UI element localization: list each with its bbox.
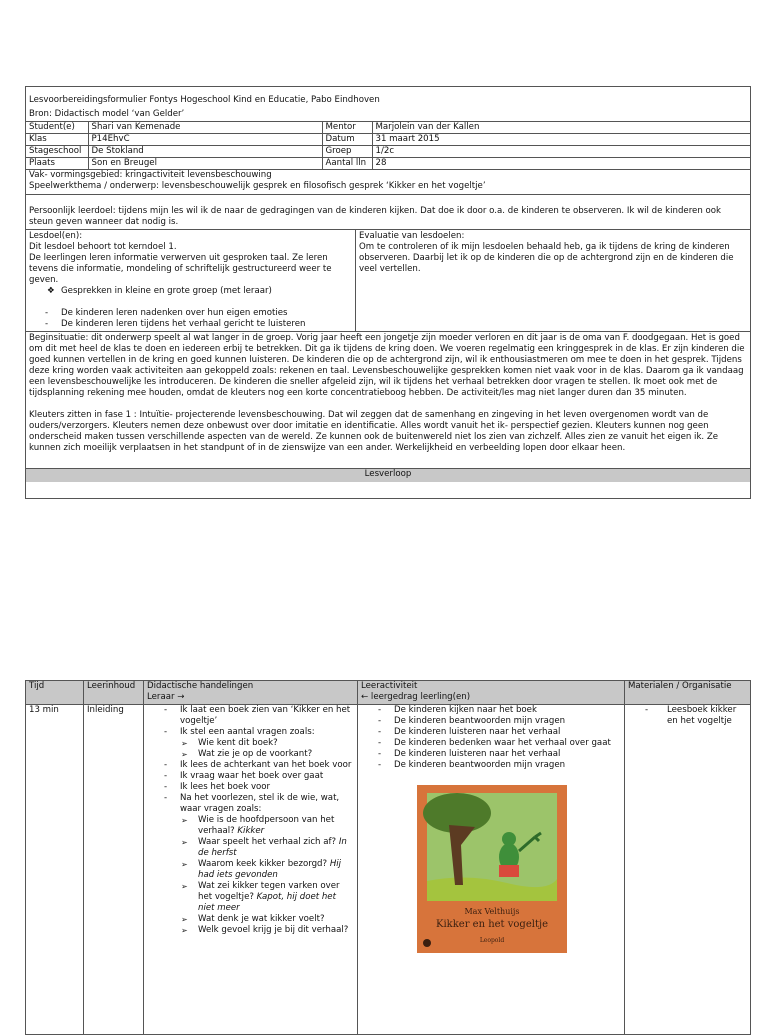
vraag-text: Waar speelt het verhaal zich af? [198,837,337,847]
cover-frog-head [502,832,516,846]
info-row [26,134,750,146]
lesdoel-line2: De leerlingen leren informatie verwerven uit gesproken taal. Ze leren tevens die informatie, mondeling of schriftelijk gestructureerd weer te geven. [29,253,332,285]
leeractiviteit-item: - De kinderen luisteren naar het verhaal [362,727,621,738]
lesverloop-label: Lesverloop [364,469,412,479]
info-label: Student(e) [26,122,88,134]
didactisch-list-2 [144,760,354,815]
vak-text: Vak- vormingsgebied: kringactiviteit levensbeschouwing [29,170,272,180]
header-didactisch [144,681,358,705]
info-row [26,146,750,158]
book-author: Max Velthuijs [464,907,520,916]
lesdoel-line1: Dit lesdoel behoort tot kerndoel 1. [29,242,177,252]
header-leergedrag: ← leergedrag leerling(en) [361,692,471,702]
vraag-text: Wat zei kikker tegen varken over het vogeltje? [198,881,340,902]
header-tijd: Tijd [26,681,84,705]
info-label: Datum [322,134,372,146]
vragen-list-1 [144,738,354,760]
info-value: P14EhvC [88,134,322,146]
lesverloop-bar [26,469,750,482]
vraag-item [148,859,354,881]
lesdoel-list [29,308,352,330]
evaluatie-text: Om te controleren of ik mijn lesdoelen behaald heb, ga ik tijdens de kring de kinderen observeren. Daarbij let ik op de kinderen die op de achtergrond zijn en de kinderen die veel vertellen. [359,242,734,274]
info-label: Stageschool [26,146,88,158]
cell-materialen [625,705,751,1035]
info-label: Mentor [322,122,372,134]
info-value: 1/2c [372,146,750,158]
book-publisher: Leopold [479,937,505,944]
info-value: Marjolein van der Kallen [372,122,750,134]
didactisch-item: - Ik lees de achterkant van het boek voor [148,760,354,771]
lesdoel-item: - De kinderen leren tijdens het verhaal gericht te luisteren [29,319,352,330]
lesson-form [25,86,751,499]
beginsituatie-p1: Beginsituatie: dit onderwerp speelt al wat langer in de groep. Vorig jaar heeft een jongetje zijn moeder verloren en dit jaar is de oma van F. doodgegaan. Het is goed om dit met heel de klas te doen en iedereen erbij te betrekken. Dit ga ik tijdens de kring doen. We voeren regelmatig een kringgesprek in de klas. Er zijn kinderen die goed kunnen vertellen in de kring en goed kunnen luisteren. De kinderen die op de achtergrond zijn, wil ik enthousiastmeren om mee te doen in het gesprek. Tijdens deze kring worden vaak activiteiten aan gekoppeld zoals: rekenen en taal. Levensbeschouwelijke gesprekken komen niet vaak voor in de klas. Daarom ga ik vandaag een levensbeschouwelijke les introduceren. De kinderen die sneller afgeleid zijn, wil ik tijdens het verhaal betrekken door vragen te stellen. Ik moet ook met de tijdsplanning rekening mee houden, omdat de kleuters nog een korte concentratieboog hebben. De activiteit/les mag niet langer duren dan 35 minuten. [29,333,745,398]
cell-leeractiviteit [358,705,625,1035]
info-label: Aantal lln [322,158,372,170]
antwoord-text: In de herfst [198,837,347,858]
speelwerk-text: Speelwerkthema / onderwerp: levensbeschouwelijk gesprek en filosofisch gesprek ‘Kikker en het vogeltje’ [29,181,486,191]
vraag-item: ➢ Wat denk je wat kikker voelt? [148,914,354,925]
info-row [26,122,750,134]
materialen-list [625,705,747,727]
leeractiviteit-item: - De kinderen beantwoorden mijn vragen [362,716,621,727]
antwoord-text: Kapot, hij doet het niet meer [198,892,336,913]
lesdoel-cell [26,230,356,331]
vraag-item [148,837,354,859]
vak-row [26,170,750,195]
didactisch-item: - Ik vraag waar het boek over gaat [148,771,354,782]
info-label: Klas [26,134,88,146]
vraag-text: Waarom keek kikker bezorgd? [198,859,328,869]
lesson-plan-table [25,680,751,1035]
cell-tijd: 13 min [26,705,84,1035]
plan-header-row [26,681,751,705]
didactisch-item: - Ik stel een aantal vragen zoals: [148,727,354,738]
cell-didactisch [144,705,358,1035]
plan-row [26,705,751,1035]
persoonlijk-row [26,195,750,230]
evaluatie-heading: Evaluatie van lesdoelen: [359,231,465,241]
vraag-item [148,881,354,914]
book-cover-image [417,785,567,953]
header-leeractiviteit [358,681,625,705]
didactisch-item: - Ik laat een boek zien van ‘Kikker en het vogeltje’ [148,705,354,727]
lesdoel-heading: Lesdoel(en): [29,231,83,241]
book-title: Kikker en het vogeltje [436,919,548,930]
form-source: Bron: Didactisch model ‘van Gelder’ [29,109,185,119]
header-leerinhoud: Leerinhoud [84,681,144,705]
vraag-item: ➢ Wat zie je op de voorkant? [148,749,354,760]
form-header [26,87,750,122]
antwoord-text: Hij had iets gevonden [198,859,342,880]
cover-frog-shorts [499,865,519,877]
didactisch-item: - Ik lees het boek voor [148,782,354,793]
form-title: Lesvoorbereidingsformulier Fontys Hogeschool Kind en Educatie, Pabo Eindhoven [29,95,380,105]
student-info-table [26,122,750,170]
persoonlijk-text: Persoonlijk leerdoel: tijdens mijn les wil ik de naar de gedragingen van de kinderen kijken. Dat doe ik door o.a. de kinderen te observeren. Ik wil de kinderen ook steun geven wanneer dat nodig is. [29,206,722,227]
header-leraar: Leraar → [147,692,185,702]
vragen-list-2 [144,815,354,936]
leeractiviteit-list [358,705,621,771]
didactisch-list [144,705,354,738]
info-row [26,158,750,170]
leeractiviteit-item: - De kinderen kijken naar het boek [362,705,621,716]
lesdoel-item: - De kinderen leren nadenken over hun eigen emoties [29,308,352,319]
materialen-item: - Leesboek kikker en het vogeltje [629,705,747,727]
vraag-item: ➢ Wie kent dit boek? [148,738,354,749]
didactisch-item: - Na het voorlezen, stel ik de wie, wat, waar vragen zoals: [148,793,354,815]
leeractiviteit-item: - De kinderen luisteren naar het verhaal [362,749,621,760]
publisher-logo-icon [423,939,431,947]
lesdoel-star-item: ❖ Gesprekken in kleine en grote groep (met leraar) [29,286,352,297]
info-value: 31 maart 2015 [372,134,750,146]
info-value: Son en Breugel [88,158,322,170]
beginsituatie-row [26,332,750,469]
info-value: De Stokland [88,146,322,158]
antwoord-text: Kikker [237,826,265,836]
header-leeractiviteit-label: Leeractiviteit [361,681,418,691]
vraag-item [148,815,354,837]
evaluatie-cell [356,230,750,331]
cell-leerinhoud: Inleiding [84,705,144,1035]
info-value: Shari van Kemenade [88,122,322,134]
info-label: Plaats [26,158,88,170]
leeractiviteit-item: - De kinderen beantwoorden mijn vragen [362,760,621,771]
doelen-row [26,230,750,332]
beginsituatie-p2: Kleuters zitten in fase 1 : Intuïtie- projecterende levensbeschouwing. Dat wil zeggen dat de samenhang en zingeving in het leven overgenomen wordt van de ouders/verzorgers. Kleuters nemen deze onbewust over door imitatie en identificatie. Alles wordt vanuit het ik- perspectief gezien. Kleuters kunnen nog geen onderscheid maken tussen verschillende aspecten van de wereld. Ze kunnen ook de buitenwereld niet los zien van zichzelf. Alles zien ze vanuit het eigen ik. Ze kunnen zich moeilijk verplaatsen in het standpunt of in de zienswijze van een ander. Werkelijkheid en verbeelding lopen door elkaar heen. [29,410,719,453]
vraag-text: Wie is de hoofdpersoon van het verhaal? [198,815,335,836]
info-label: Groep [322,146,372,158]
header-didactisch-label: Didactische handelingen [147,681,254,691]
header-materialen: Materialen / Organisatie [625,681,751,705]
leeractiviteit-item: - De kinderen bedenken waar het verhaal over gaat [362,738,621,749]
vraag-item: ➢ Welk gevoel krijg je bij dit verhaal? [148,925,354,936]
info-value: 28 [375,158,387,168]
